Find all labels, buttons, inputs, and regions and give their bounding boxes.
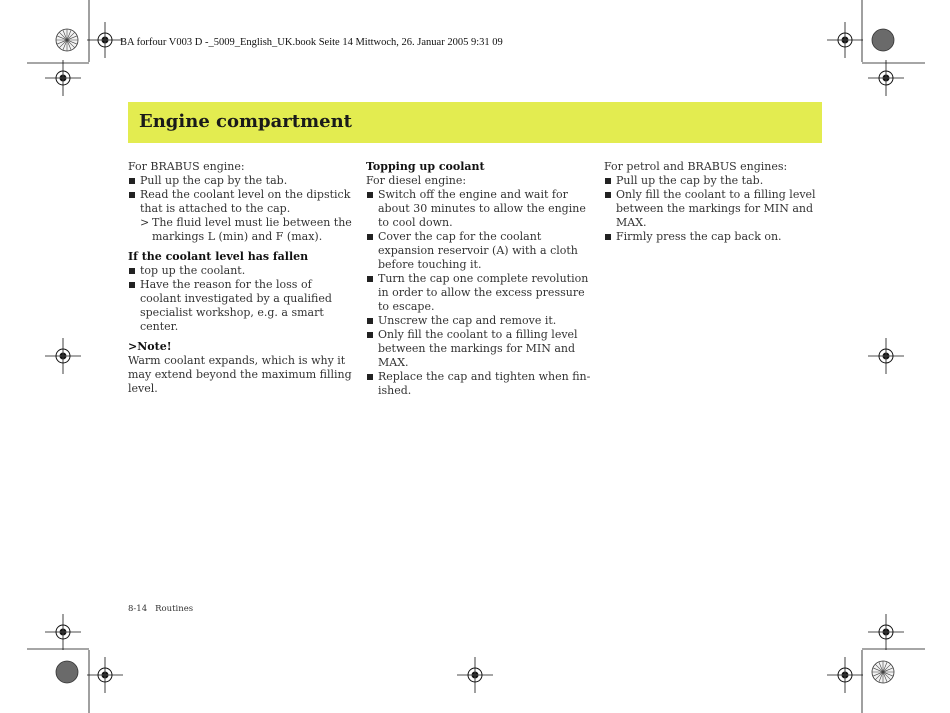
list-item: Turn the cap one complete revolution in order to allow the excess pressure to escape.: [366, 272, 591, 314]
page-title: Engine compartment: [139, 111, 352, 132]
list-item: Cover the cap for the coolant expansion reservoir (A) with a cloth before touching it.: [366, 230, 591, 272]
list-item: Have the reason for the loss of coolant investigated by a qualified specialist workshop, e.g. a smart center.: [128, 278, 353, 334]
paragraph: Warm coolant expands, which is why it may extend beyond the maximum filling level.: [128, 354, 352, 395]
list-item: top up the coolant.: [128, 264, 353, 278]
section-heading: If the coolant level has fallen: [128, 250, 309, 263]
section-heading: Topping up coolant: [366, 160, 485, 173]
section-heading: >Note!: [128, 340, 172, 353]
page-footer: [128, 604, 193, 614]
list-item: Replace the cap and tighten when fin-ished.: [366, 370, 591, 398]
column-middle: [366, 160, 591, 398]
list-item: Firmly press the cap back on.: [604, 230, 832, 244]
paragraph: For petrol and BRABUS engines:: [604, 160, 788, 173]
bullet-list: [128, 264, 353, 334]
column-right: [604, 160, 832, 244]
list-item: Pull up the cap by the tab.: [128, 174, 353, 188]
list-item: Switch off the engine and wait for about 30 minutes to allow the engine to cool down.: [366, 188, 591, 230]
column-left: [128, 160, 353, 396]
bullet-list: [366, 188, 591, 398]
bullet-list: [128, 174, 353, 244]
result-item: [128, 216, 353, 244]
print-header: BA forfour V003 D -_5009_English_UK.book Seite 14 Mittwoch, 26. Januar 2005 9:31 09: [120, 37, 503, 48]
paragraph: For diesel engine:: [366, 174, 467, 187]
paragraph: For BRABUS engine:: [128, 160, 245, 173]
section-name: Routines: [155, 604, 194, 614]
list-item: Pull up the cap by the tab.: [604, 174, 832, 188]
list-item: Read the coolant level on the dipstick that is attached to the cap.: [128, 188, 353, 216]
bullet-list: [604, 174, 832, 244]
list-item: Only fill the coolant to a filling level between the markings for MIN and MAX.: [604, 188, 832, 230]
result-text: The fluid level must lie between the markings L (min) and F (max).: [152, 216, 352, 243]
title-band: [128, 102, 822, 143]
list-item: Only fill the coolant to a filling level between the markings for MIN and MAX.: [366, 328, 591, 370]
page-number: 8-14: [128, 604, 148, 614]
result-marker: >: [140, 216, 150, 229]
list-item: Unscrew the cap and remove it.: [366, 314, 591, 328]
